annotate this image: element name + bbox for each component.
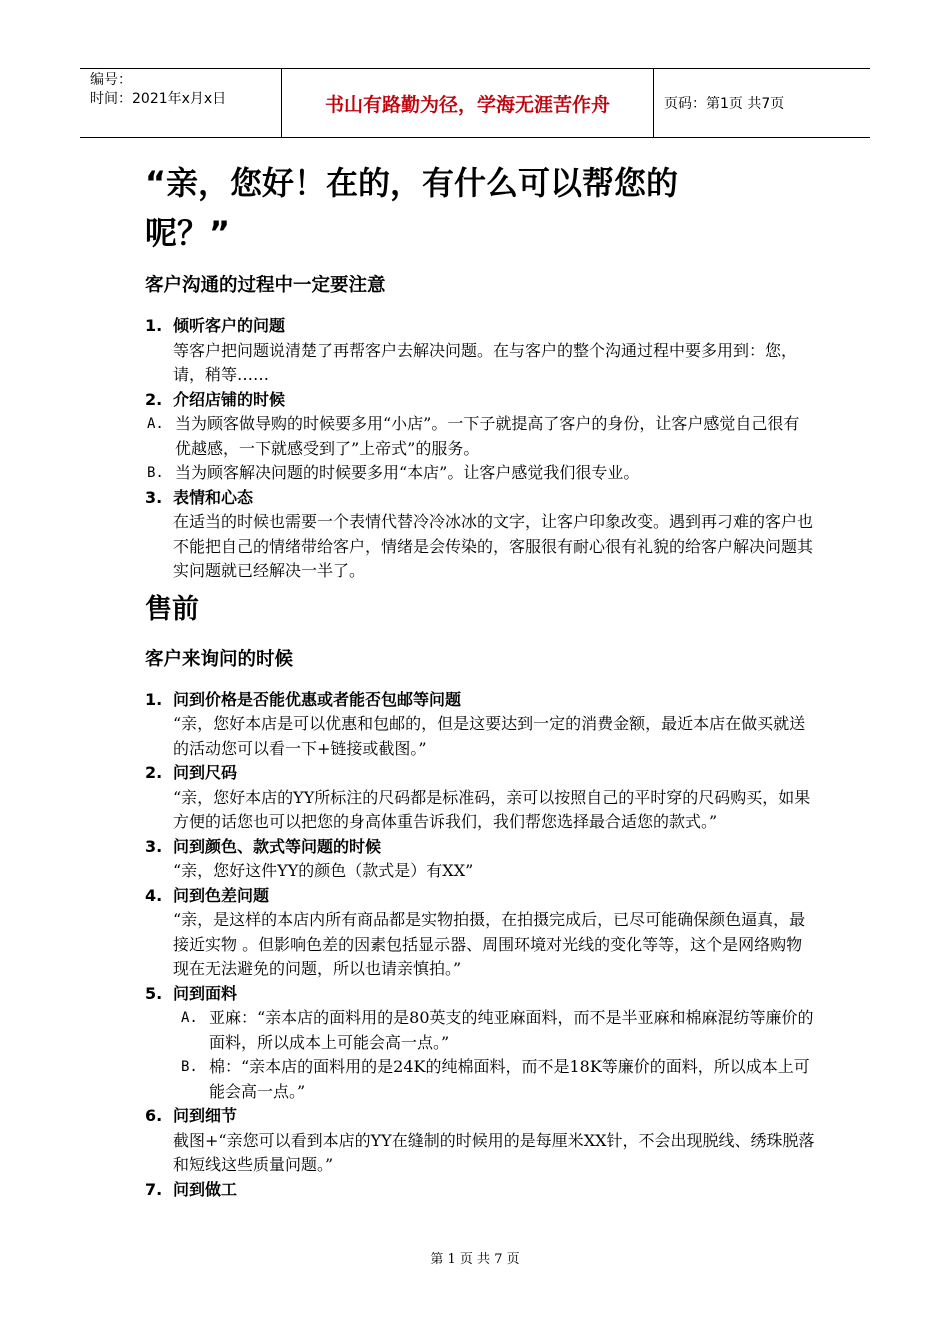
- item-body: “亲，您好这件YY的颜色（款式是）有XX”: [173, 861, 474, 880]
- item-title: 表情和心态: [173, 487, 254, 507]
- item-title: 问到价格是否能优惠或者能否包邮等问题: [173, 689, 462, 709]
- item-title: 问到面料: [173, 983, 238, 1003]
- section-heading-communication: 客户沟通的过程中一定要注意: [145, 275, 386, 296]
- item-number: 6.: [145, 1106, 163, 1125]
- subsection-heading-inquiry: 客户来询问的时候: [145, 648, 294, 670]
- item-title: 问到色差问题: [173, 885, 270, 905]
- list-item: [145, 388, 815, 413]
- item-number: 1.: [145, 689, 163, 709]
- sub-item-label: B.: [147, 465, 164, 481]
- sub-item-label: A.: [147, 416, 164, 432]
- document-body: [145, 158, 815, 1202]
- item-body: 截图+“亲您可以看到本店的YY在缝制的时候用的是每厘米XX针，不会出现脱线、绣珠脱落和短线这些质量问题。”: [173, 1130, 815, 1174]
- header-motto: 书山有路勤为径，学海无涯苦作舟: [282, 69, 654, 137]
- sub-item-text: 当为顾客解决问题的时候要多用“本店”。让客户感觉我们很专业。: [175, 463, 640, 482]
- item-title: 倾听客户的问题: [173, 316, 286, 335]
- item-body: 等客户把问题说清楚了再帮客户去解决问题。在与客户的整个沟通过程中要多用到：您，请，稍等……: [173, 340, 798, 384]
- item-title: 介绍店铺的时候: [173, 389, 286, 409]
- sub-item: [145, 1055, 815, 1104]
- sub-item-text: 棉：“亲本店的面料用的是24K的纯棉面料，而不是18K等廉价的面料，所以成本上可能会高一点。”: [209, 1057, 810, 1101]
- item-title: 问到细节: [173, 1106, 238, 1125]
- item-number: 7.: [145, 1179, 163, 1199]
- item-body: “亲，您好本店的YY所标注的尺码都是标准码，亲可以按照自己的平时穿的尺码购买，如果方便的话您也可以把您的身高体重告诉我们，我们帮您选择最合适您的款式。”: [173, 787, 811, 831]
- sub-item-label: A.: [181, 1010, 198, 1026]
- sub-item-text: 当为顾客做导购的时候要多用“小店”。一下子就提高了客户的身份，让客户感觉自己很有优越感，一下就感受到了”上帝式”的服务。: [175, 414, 800, 458]
- item-number: 3.: [145, 836, 163, 856]
- item-body: 在适当的时候也需要一个表情代替冷冷冰冰的文字，让客户印象改变。遇到再刁难的客户也不能把自己的情绪带给客户，情绪是会传染的，客服很有耐心很有礼貌的给客户解决问题其实问题就已经解决一半了。: [173, 512, 814, 580]
- item-title: 问到颜色、款式等问题的时候: [173, 836, 382, 856]
- item-number: 4.: [145, 885, 163, 905]
- item-title: 问到尺码: [173, 763, 238, 782]
- list-item: [145, 835, 815, 884]
- item-number: 2.: [145, 763, 163, 782]
- sub-item: [145, 461, 815, 486]
- item-number: 1.: [145, 316, 163, 335]
- page-footer: 第 1 页 共 7 页: [430, 1252, 520, 1267]
- list-item: [145, 982, 815, 1007]
- item-number: 3.: [145, 487, 163, 507]
- item-title: 问到做工: [173, 1179, 238, 1199]
- sub-item: [145, 412, 815, 461]
- list-item: [145, 761, 815, 835]
- number-label: 编号：: [90, 72, 132, 88]
- list-item: [145, 486, 815, 584]
- list-item: [145, 688, 815, 762]
- header-page-info: 页码：第1页 共7页: [664, 96, 785, 112]
- section-heading-presale: 售前: [145, 593, 199, 625]
- item-number: 5.: [145, 983, 163, 1003]
- sub-item: [145, 1006, 815, 1055]
- document-title: “亲，您好！在的，有什么可以帮您的呢？”: [145, 164, 679, 252]
- item-body: “亲，是这样的本店内所有商品都是实物拍摄，在拍摄完成后，已尽可能确保颜色逼真，最接近实物 。但影响色差的因素包括显示器、周围环境对光线的变化等等，这个是网络购物现在无法避免的问题，所以也请亲慎拍。”: [173, 910, 806, 978]
- sub-item-label: B.: [181, 1059, 198, 1075]
- page-header: [80, 68, 870, 138]
- list-item: [145, 884, 815, 982]
- item-body: “亲，您好本店是可以优惠和包邮的，但是这要达到一定的消费金额，最近本店在做买就送的活动您可以看一下+链接或截图。”: [173, 714, 806, 758]
- header-meta: [80, 69, 282, 137]
- item-number: 2.: [145, 389, 163, 409]
- sub-item-text: 亚麻：“亲本店的面料用的是80英支的纯亚麻面料，而不是半亚麻和棉麻混纺等廉价的面料，所以成本上可能会高一点。”: [209, 1008, 814, 1052]
- time-label: 时间：2021年x月x日: [90, 91, 227, 107]
- list-item: [145, 314, 815, 388]
- list-item: [145, 1104, 815, 1178]
- list-item: [145, 1178, 815, 1203]
